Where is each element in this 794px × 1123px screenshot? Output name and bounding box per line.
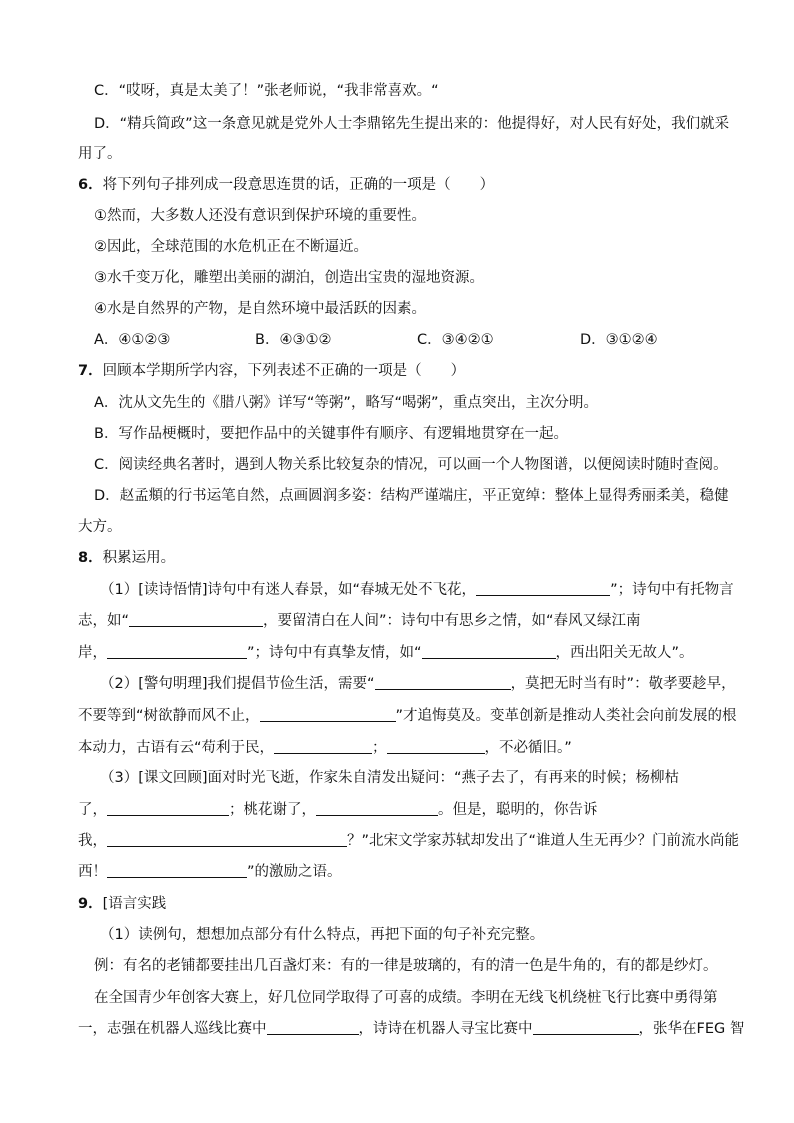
q7-option-c: C．阅读经典名著时，遇到人物关系比较复杂的情况，可以画一个人物图谱，以便阅读时随时查阅。 — [94, 457, 728, 473]
q9-text-a: 一，志强在机器人巡线比赛中 — [78, 1021, 267, 1037]
q8-blank-12[interactable] — [107, 862, 247, 878]
q9-text-c: ，张华在FEG 智 — [638, 1021, 745, 1037]
q8-1-text-c: 志，如“ — [78, 613, 130, 629]
question-6 — [78, 175, 494, 195]
q8-2-text-c: 不要等到“树欲静而风不止， — [78, 708, 260, 724]
q8-3-line2 — [78, 800, 598, 820]
q8-2-text-e: 本动力，古语有云“苟利于民， — [78, 740, 275, 756]
q8-3-text-f: ？”北宋文学家苏轼却发出了“谁道人生无再少？门前流水尚能 — [347, 833, 740, 849]
question-9-stem: [语言实践 — [102, 896, 167, 912]
q8-3-line1: （3）[课文回顾]面对时光飞逝，作家朱自清发出疑问：“燕子去了，有再来的时候；杨柳枯 — [100, 770, 680, 786]
q9-example: 例：有名的老铺都要挂出几百盏灯来：有的一律是玻璃的，有的清一色是牛角的，有的都是纱灯。 — [94, 958, 718, 974]
question-6-number: 6． — [78, 177, 103, 193]
q8-3-text-g: 西！ — [78, 864, 107, 880]
q9-paragraph-line1: 在全国青少年创客大赛上，好几位同学取得了可喜的成绩。李明在无线飞机绕桩飞行比赛中勇得第 — [94, 990, 718, 1006]
question-8-number: 8． — [78, 550, 103, 566]
q7-option-b: B．写作品梗概时，要把作品中的关键事件有顺序、有逻辑地贯穿在一起。 — [94, 426, 568, 442]
q8-blank-3[interactable] — [107, 643, 247, 659]
question-7-number: 7． — [78, 363, 103, 379]
q9-text-b: ，诗诗在机器人寻宝比赛中 — [358, 1021, 533, 1037]
q7-option-a: A．沈从文先生的《腊八粥》详写“等粥”，略写“喝粥”，重点突出，主次分明。 — [94, 395, 598, 411]
q6-sentence-3: ③水千变万化，雕塑出美丽的湖泊，创造出宝贵的湿地资源。 — [94, 270, 484, 286]
question-8-stem: 积累运用。 — [102, 550, 176, 566]
q9-blank-2[interactable] — [533, 1019, 639, 1035]
q8-1-text-g: ，西出阳关无故人”。 — [555, 645, 694, 661]
q8-2-text-f: ； — [372, 740, 387, 756]
q6-option-a: A．④①②③ — [94, 332, 171, 348]
q8-3-text-b: 了， — [78, 802, 107, 818]
q8-3-line3 — [78, 831, 739, 851]
q8-blank-1[interactable] — [476, 580, 610, 596]
q9-1-instruction: （1）读例句，想想加点部分有什么特点，再把下面的句子补充完整。 — [100, 927, 545, 943]
q8-blank-10[interactable] — [316, 800, 438, 816]
q8-1-line1 — [100, 580, 734, 600]
q8-1-text-d: ，要留清白在人间”：诗句中有思乡之情，如“春风又绿江南 — [263, 613, 641, 629]
q6-sentence-2: ②因此，全球范围的水危机正在不断逼近。 — [94, 239, 368, 255]
q5-option-c: C．“哎呀，真是太美了！”张老师说，“我非常喜欢。“ — [94, 83, 439, 99]
q8-blank-2[interactable] — [129, 611, 263, 627]
q8-3-text-e: 我， — [78, 833, 107, 849]
q8-blank-5[interactable] — [375, 674, 511, 690]
q8-2-text-g: ，不必循旧。” — [484, 740, 572, 756]
q8-3-line4 — [78, 862, 342, 882]
q8-1-text-e: 岸， — [78, 645, 107, 661]
q8-1-text-a: （1）[读诗悟情]诗句中有迷人春景，如“春城无处不飞花， — [100, 582, 477, 598]
q7-option-d-line1: D．赵孟頫的行书运笔自然，点画圆润多姿：结构严谨端庄，平正宽绰：整体上显得秀丽柔美，稳健 — [94, 488, 729, 504]
question-8 — [78, 548, 175, 568]
q8-blank-4[interactable] — [422, 643, 556, 659]
q8-2-text-d: ”才追悔莫及。变革创新是推动人类社会向前发展的根 — [395, 708, 737, 724]
q5-option-d-line2: 用了。 — [78, 146, 122, 162]
q8-2-line1 — [100, 674, 736, 694]
q7-option-d-line2: 大方。 — [78, 519, 122, 535]
q8-blank-9[interactable] — [107, 800, 229, 816]
q9-blank-1[interactable] — [267, 1019, 359, 1035]
q8-2-line2 — [78, 706, 737, 726]
q6-sentence-1: ①然而，大多数人还没有意识到保护环境的重要性。 — [94, 208, 426, 224]
question-9-number: 9． — [78, 896, 103, 912]
q6-sentence-4: ④水是自然界的产物，是自然环境中最活跃的因素。 — [94, 301, 426, 317]
question-7-stem: 回顾本学期所学内容，下列表述不正确的一项是（ ） — [102, 363, 466, 379]
q8-2-line3 — [78, 738, 572, 758]
q8-1-line3 — [78, 643, 694, 663]
q8-blank-6[interactable] — [260, 706, 396, 722]
q8-1-text-b: ”；诗句中有托物言 — [610, 582, 734, 598]
q8-blank-8[interactable] — [387, 738, 485, 754]
q8-3-text-d: 。但是，聪明的，你告诉 — [438, 802, 598, 818]
q8-3-text-c: ；桃花谢了， — [229, 802, 316, 818]
q6-option-c: C．③④②① — [417, 332, 494, 348]
q8-blank-11[interactable] — [107, 831, 347, 847]
q8-3-text-h: ”的激励之语。 — [247, 864, 342, 880]
q8-1-text-f: ”；诗句中有真挚友情，如“ — [247, 645, 422, 661]
question-7 — [78, 361, 465, 381]
q5-option-d-line1: D．“精兵简政”这一条意见就是党外人士李鼎铭先生提出来的：他提得好，对人民有好处，我们就采 — [94, 116, 730, 132]
q6-option-d: D．③①②④ — [580, 332, 658, 348]
q9-paragraph-line2 — [78, 1019, 744, 1039]
q8-blank-7[interactable] — [274, 738, 372, 754]
question-6-stem: 将下列句子排列成一段意思连贯的话，正确的一项是（ ） — [102, 177, 495, 193]
question-9 — [78, 894, 166, 914]
q6-option-b: B．④③①② — [255, 332, 332, 348]
q8-2-text-b: ，莫把无时当有时”：敬孝要趁早， — [510, 676, 736, 692]
q8-1-line2 — [78, 611, 641, 631]
q8-2-text-a: （2）[警句明理]我们提倡节俭生活，需要“ — [100, 676, 375, 692]
